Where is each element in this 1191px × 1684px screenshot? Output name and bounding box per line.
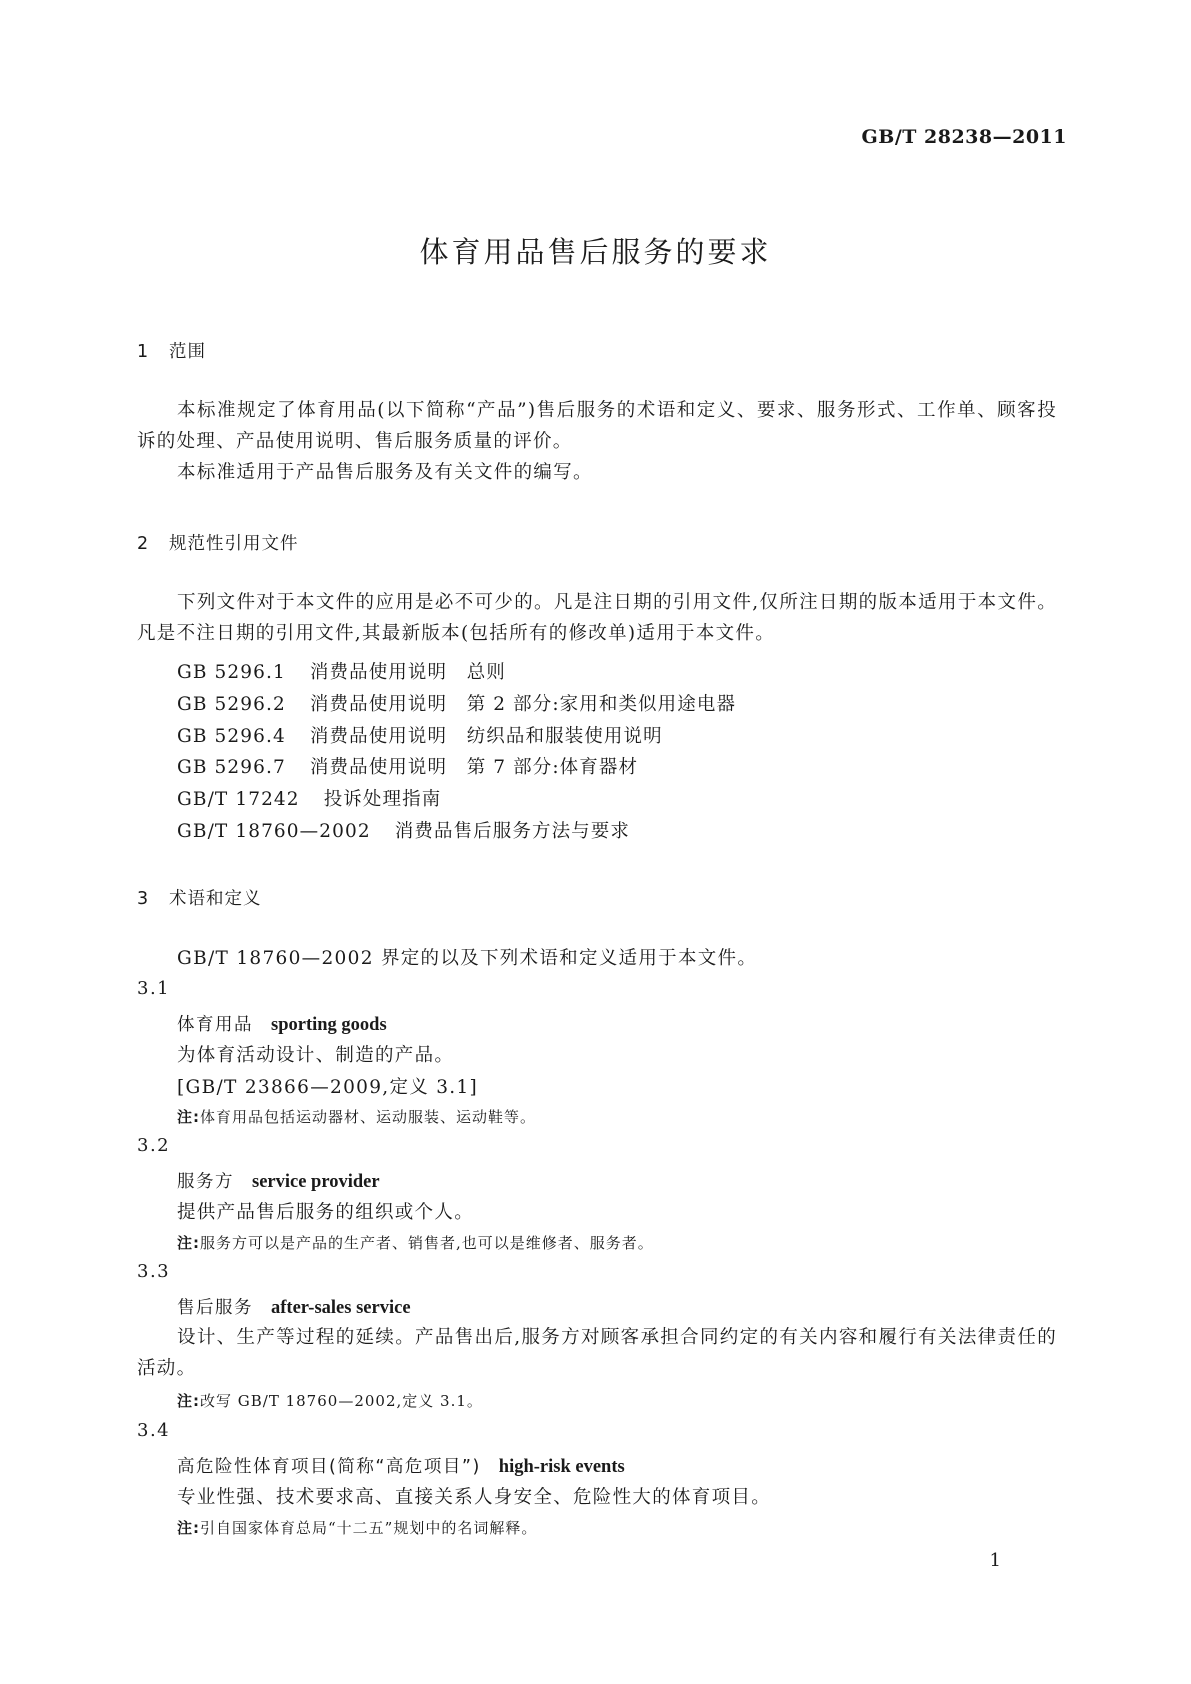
page-number: 1 [989,1550,1001,1571]
section-heading-terms: 3 术语和定义 [137,889,262,909]
term-number: 3.1 [137,978,171,999]
term-note: 注:改写 GB/T 18760—2002,定义 3.1。 [177,1392,483,1410]
term-heading: 售后服务 after-sales service [177,1298,411,1318]
section-heading-scope: 1 范围 [137,342,206,362]
term-heading: 服务方 service provider [177,1172,380,1192]
section-heading-normative-references: 2 规范性引用文件 [137,534,299,554]
term-definition: 为体育活动设计、制造的产品。 [177,1045,455,1066]
reference-item: GB 5296.4 消费品使用说明 纺织品和服装使用说明 [177,726,663,747]
references-intro: 下列文件对于本文件的应用是必不可少的。凡是注日期的引用文件,仅所注日期的版本适用于本文件。凡是不注日期的引用文件,其最新版本(包括所有的修改单)适用于本文件。 [137,592,1057,644]
term-definition: 设计、生产等过程的延续。产品售出后,服务方对顾客承担合同约定的有关内容和履行有关法律责任的活动。 [137,1327,1057,1379]
term-number: 3.4 [137,1420,171,1441]
reference-item: GB/T 17242 投诉处理指南 [177,789,442,810]
reference-item: GB/T 18760—2002 消费品售后服务方法与要求 [177,821,630,842]
reference-item: GB 5296.2 消费品使用说明 第 2 部分:家用和类似用途电器 [177,694,737,715]
standard-code: GB/T 28238—2011 [861,126,1067,148]
reference-item: GB 5296.7 消费品使用说明 第 7 部分:体育器材 [177,757,639,778]
term-number: 3.3 [137,1261,171,1282]
term-note: 注:服务方可以是产品的生产者、销售者,也可以是维修者、服务者。 [177,1234,654,1252]
document-title: 体育用品售后服务的要求 [419,235,772,269]
term-definition: 专业性强、技术要求高、直接关系人身安全、危险性大的体育项目。 [177,1487,772,1508]
term-number: 3.2 [137,1135,171,1156]
term-heading: 高危险性体育项目(简称“高危项目”) high-risk events [177,1457,625,1477]
term-source: [GB/T 23866—2009,定义 3.1] [177,1077,479,1098]
term-heading: 体育用品 sporting goods [177,1015,387,1035]
term-definition: 提供产品售后服务的组织或个人。 [177,1202,475,1223]
scope-paragraph-1: 本标准规定了体育用品(以下简称“产品”)售后服务的术语和定义、要求、服务形式、工作单、顾客投诉的处理、产品使用说明、售后服务质量的评价。 [137,400,1057,452]
reference-item: GB 5296.1 消费品使用说明 总则 [177,662,506,683]
terms-intro: GB/T 18760—2002 界定的以及下列术语和定义适用于本文件。 [177,948,758,969]
scope-paragraph-2: 本标准适用于产品售后服务及有关文件的编写。 [177,462,593,483]
term-note: 注:引自国家体育总局“十二五”规划中的名词解释。 [177,1519,538,1537]
term-note: 注:体育用品包括运动器材、运动服装、运动鞋等。 [177,1108,537,1126]
